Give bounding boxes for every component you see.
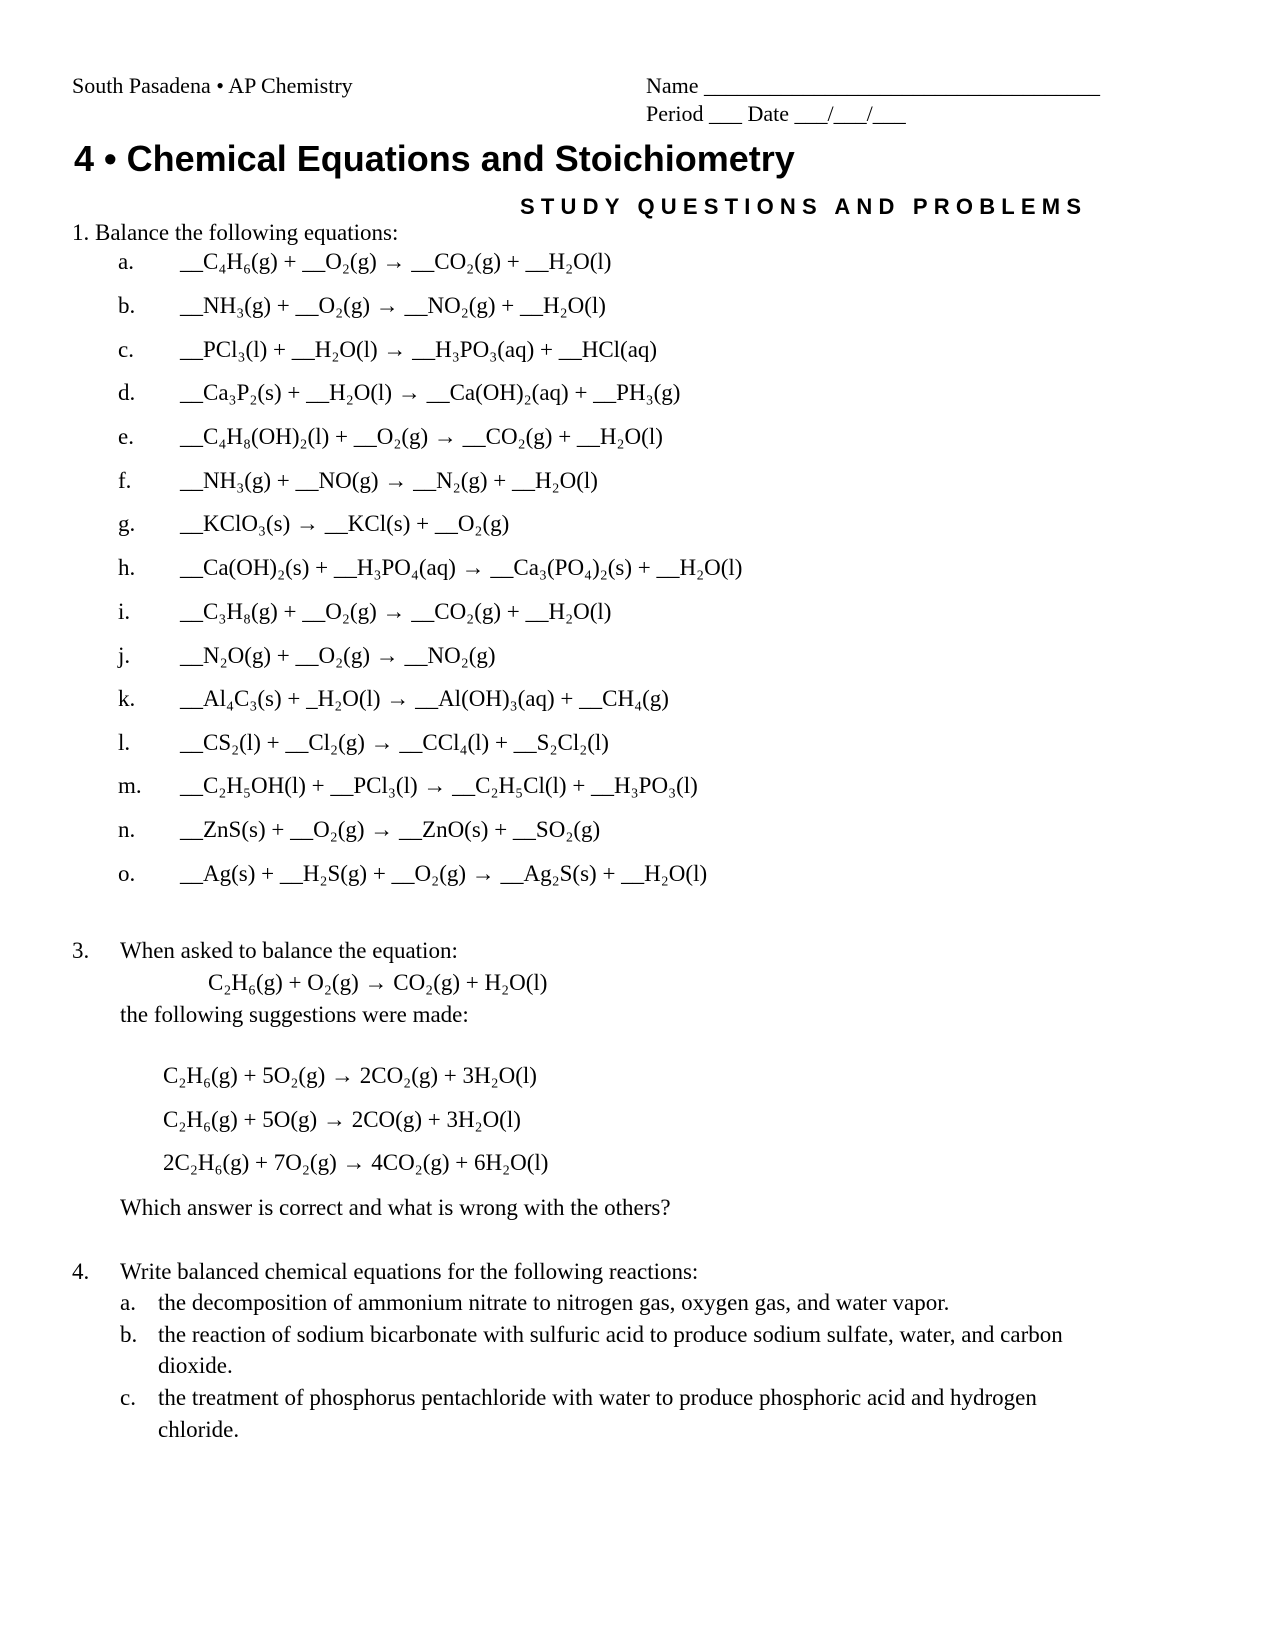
equation-text: __CS₂(l) + __Cl₂(g) → __CCl₄(l) + __S₂Cl₂(l)	[180, 730, 609, 755]
item-letter: a.	[120, 1290, 136, 1315]
q3-question: Which answer is correct and what is wrong with the others?	[120, 1195, 671, 1220]
q3-equation: C₂H₆(g) + O₂(g) → CO₂(g) + H₂O(l)	[208, 970, 548, 995]
equation-letter: g.	[118, 511, 136, 536]
equation-text: __ZnS(s) + __O₂(g) → __ZnO(s) + __SO₂(g)	[180, 817, 601, 842]
equation-text: __NH₃(g) + __O₂(g) → __NO₂(g) + __H₂O(l)	[180, 293, 606, 318]
equation-letter: d.	[118, 380, 136, 405]
q1-prompt: 1. Balance the following equations:	[72, 220, 399, 245]
equation-letter: b.	[118, 293, 136, 318]
item-letter: b.	[120, 1322, 138, 1347]
equation-text: __C₂H₅OH(l) + __PCl₃(l) → __C₂H₅Cl(l) + __H₃PO₃(l)	[180, 773, 698, 798]
equation-text: __Ca₃P₂(s) + __H₂O(l) → __Ca(OH)₂(aq) + __PH₃(g)	[180, 380, 681, 405]
equation-text: __NH₃(g) + __NO(g) → __N₂(g) + __H₂O(l)	[180, 468, 598, 493]
equation-letter: j.	[118, 643, 131, 668]
equation-text: __N₂O(g) + __O₂(g) → __NO₂(g)	[180, 643, 496, 668]
equation-text: __Ca(OH)₂(s) + __H₃PO₄(aq) → __Ca₃(PO₄)₂(s) + __H₂O(l)	[180, 555, 743, 580]
equation-letter: m.	[118, 773, 142, 798]
course-header: South Pasadena • AP Chemistry	[72, 73, 353, 98]
period-date-field: Period ___ Date ___/___/___	[646, 101, 906, 126]
item-text-continued: dioxide.	[158, 1353, 233, 1378]
q3-lead: the following suggestions were made:	[120, 1002, 469, 1027]
q3-number: 3.	[72, 938, 90, 963]
equation-text: __Ag(s) + __H₂S(g) + __O₂(g) → __Ag₂S(s) + __H₂O(l)	[180, 861, 708, 886]
item-text: the reaction of sodium bicarbonate with sulfuric acid to produce sodium sulfate, water, and carbon	[158, 1322, 1063, 1347]
item-text: the treatment of phosphorus pentachloride with water to produce phosphoric acid and hydrogen	[158, 1385, 1037, 1410]
equation-text: __C₃H₈(g) + __O₂(g) → __CO₂(g) + __H₂O(l)	[180, 599, 612, 624]
item-letter: c.	[120, 1385, 136, 1410]
equation-letter: a.	[118, 249, 134, 274]
q4-prompt: Write balanced chemical equations for the following reactions:	[120, 1259, 699, 1284]
equation-letter: h.	[118, 555, 136, 580]
equation-letter: c.	[118, 337, 134, 362]
equation-text: __C₄H₈(OH)₂(l) + __O₂(g) → __CO₂(g) + __H₂O(l)	[180, 424, 663, 449]
q3-suggestion-3: 2C₂H₆(g) + 7O₂(g) → 4CO₂(g) + 6H₂O(l)	[163, 1150, 549, 1175]
equation-letter: f.	[118, 468, 132, 493]
equation-text: __C₄H₆(g) + __O₂(g) → __CO₂(g) + __H₂O(l)	[180, 249, 612, 274]
equation-letter: e.	[118, 424, 134, 449]
page-subtitle: STUDY QUESTIONS AND PROBLEMS	[520, 194, 1088, 219]
page-title: 4 • Chemical Equations and Stoichiometry	[74, 138, 795, 179]
q3-prompt: When asked to balance the equation:	[120, 938, 458, 963]
equation-text: __Al₄C₃(s) + _H₂O(l) → __Al(OH)₃(aq) + __CH₄(g)	[180, 686, 669, 711]
equation-letter: i.	[118, 599, 131, 624]
name-field: Name ____________________________________	[646, 73, 1101, 98]
q4-number: 4.	[72, 1259, 90, 1284]
equation-text: __PCl₃(l) + __H₂O(l) → __H₃PO₃(aq) + __HCl(aq)	[180, 337, 658, 362]
equation-letter: o.	[118, 861, 136, 886]
equation-letter: n.	[118, 817, 136, 842]
item-text-continued: chloride.	[158, 1417, 240, 1442]
item-text: the decomposition of ammonium nitrate to nitrogen gas, oxygen gas, and water vapor.	[158, 1290, 950, 1315]
equation-text: __KClO₃(s) → __KCl(s) + __O₂(g)	[180, 511, 510, 536]
q3-suggestion-2: C₂H₆(g) + 5O(g) → 2CO(g) + 3H₂O(l)	[163, 1107, 521, 1132]
q3-suggestion-1: C₂H₆(g) + 5O₂(g) → 2CO₂(g) + 3H₂O(l)	[163, 1063, 537, 1088]
equation-letter: k.	[118, 686, 136, 711]
equation-letter: l.	[118, 730, 131, 755]
